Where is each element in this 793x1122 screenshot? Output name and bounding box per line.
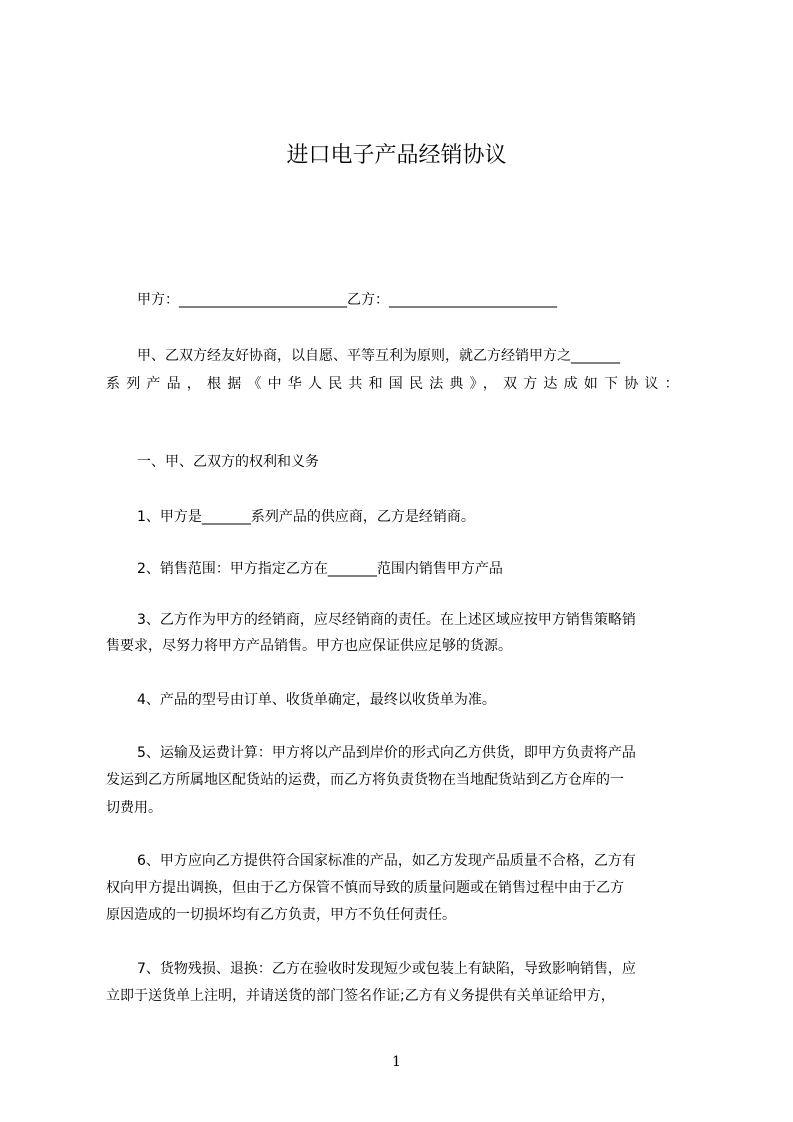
clause-5-line-2: 发运到乙方所属地区配货站的运费，而乙方将负责货物在当地配货站到乙方仓库的一 — [106, 772, 624, 788]
clause-5-line-3: 切费用。 — [106, 800, 162, 816]
page-number: 1 — [392, 1054, 401, 1070]
preamble-line-1: 甲、乙双方经友好协商，以自愿、平等互利为原则，就乙方经销甲方之_______ — [137, 348, 620, 364]
document-title: 进口电子产品经销协议 — [286, 143, 507, 168]
clause-3-line-1: 3、乙方作为甲方的经销商，应尽经销商的责任。在上述区域应按甲方销售策略销 — [137, 612, 636, 628]
parties-line: 甲方：________________________乙方：________________________ — [137, 292, 557, 308]
clause-7-line-2: 立即于送货单上注明，并请送货的部门签名作证;乙方有义务提供有关单证给甲方， — [106, 988, 615, 1004]
section-heading: 一、甲、乙双方的权利和义务 — [137, 454, 319, 470]
clause-1-line-1: 1、甲方是_______系列产品的供应商，乙方是经销商。 — [137, 509, 475, 525]
clause-3-line-2: 售要求，尽努力将甲方产品销售。甲方也应保证供应足够的货源。 — [106, 638, 512, 654]
clause-2-line-1: 2、销售范围：甲方指定乙方在_______范围内销售甲方产品 — [137, 561, 503, 577]
clause-5-line-1: 5、运输及运费计算：甲方将以产品到岸价的形式向乙方供货，即甲方负责将产品 — [137, 745, 636, 761]
clause-6-line-1: 6、甲方应向乙方提供符合国家标准的产品，如乙方发现产品质量不合格，乙方有 — [137, 853, 636, 869]
clause-6-line-2: 权向甲方提出调换，但由于乙方保管不慎而导致的质量问题或在销售过程中由于乙方 — [106, 880, 624, 896]
clause-6-line-3: 原因造成的一切损坏均有乙方负责，甲方不负任何责任。 — [106, 907, 456, 923]
clause-4-line-1: 4、产品的型号由订单、收货单确定，最终以收货单为准。 — [137, 692, 496, 708]
preamble-line-2: 系列产品，根据《中华人民共和国民法典》，双方达成如下协议： — [106, 376, 685, 392]
clause-7-line-1: 7、货物残损、退换：乙方在验收时发现短少或包装上有缺陷，导致影响销售，应 — [137, 961, 636, 977]
